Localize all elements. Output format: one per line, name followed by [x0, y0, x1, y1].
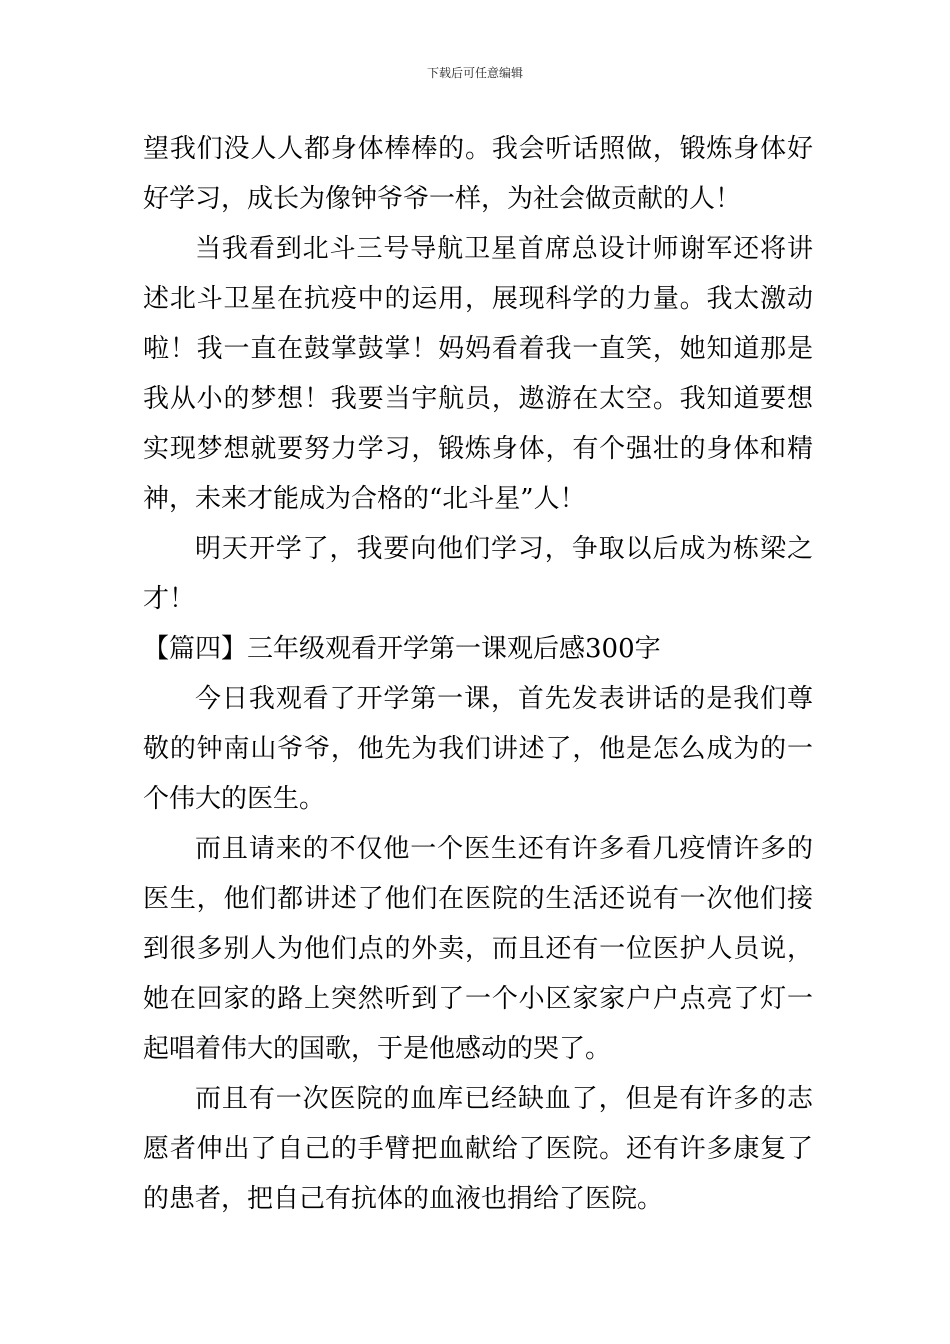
page-header: 下载后可任意编辑 — [426, 66, 523, 80]
paragraph-doctors: 而且请来的不仅他一个医生还有许多看几疫情许多的医生，他们都讲述了他们在医院的生活还说有一次他们接到很多别人为他们点的外卖，而且还有一位医护人员说，她在回家的路上突然听到了一个小区家家户户点亮了灯一起唱着伟大的国歌，于是他感动的哭了。 — [143, 834, 813, 1064]
paragraph-school-start: 明天开学了，我要向他们学习，争取以后成为栋梁之才！ — [143, 534, 813, 614]
paragraph-continued: 望我们没人人都身体棒棒的。我会听话照做，锻炼身体好好学习，成长为像钟爷爷一样，为社会做贡献的人！ — [143, 134, 813, 214]
paragraph-beidou: 当我看到北斗三号导航卫星首席总设计师谢军还将讲述北斗卫星在抗疫中的运用，展现科学的力量。我太激动啦！我一直在鼓掌鼓掌！妈妈看着我一直笑，她知道那是我从小的梦想！我要当宇航员，遨游在太空。我知道要想实现梦想就要努力学习，锻炼身体，有个强壮的身体和精神，未来才能成为合格的“北斗星”人！ — [143, 234, 813, 514]
document-body — [143, 124, 813, 1224]
paragraph-blood-donation: 而且有一次医院的血库已经缺血了，但是有许多的志愿者伸出了自己的手臂把血献给了医院。还有许多康复了的患者，把自己有抗体的血液也捐给了医院。 — [143, 1084, 813, 1214]
section-heading: 【篇四】三年级观看开学第一课观后感300字 — [143, 634, 661, 664]
paragraph-zhong-nanshan: 今日我观看了开学第一课，首先发表讲话的是我们尊敬的钟南山爷爷，他先为我们讲述了，他是怎么成为的一个伟大的医生。 — [143, 684, 813, 814]
